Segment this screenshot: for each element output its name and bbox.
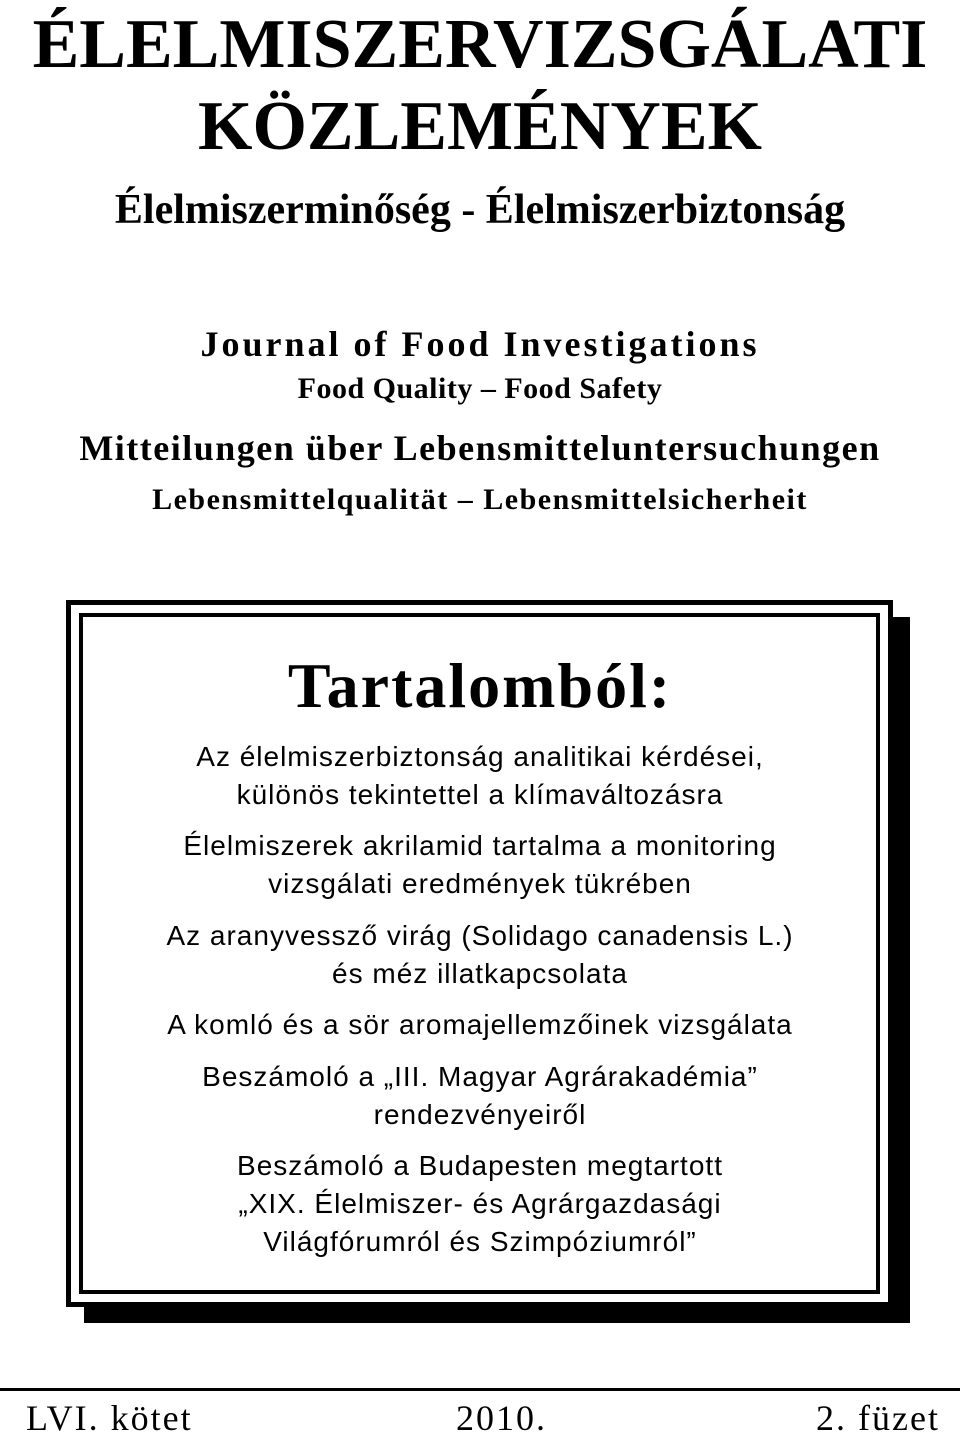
english-title: Journal of Food Investigations xyxy=(200,324,760,364)
german-title: Mitteilungen über Lebensmitteluntersuchungen xyxy=(79,428,881,468)
year-label: 2010. xyxy=(456,1398,547,1438)
article-line: „XIX. Élelmiszer- és Agrárgazdasági xyxy=(238,1188,722,1219)
article-line: vizsgálati eredmények tükrében xyxy=(268,868,692,899)
article-line: és méz illatkapcsolata xyxy=(332,958,628,989)
article-line: Beszámoló a Budapesten megtartott xyxy=(237,1150,723,1181)
article-title xyxy=(90,827,870,903)
article-title xyxy=(90,1006,870,1044)
article-title xyxy=(90,1147,870,1261)
article-line: A komló és a sör aromajellemzőinek vizsgálata xyxy=(167,1009,793,1040)
article-line: rendezvényeiről xyxy=(373,1099,587,1130)
article-title xyxy=(90,1058,870,1134)
journal-title-line1: ÉLELMISZERVIZSGÁLATI xyxy=(32,6,928,83)
issue-label: 2. füzet xyxy=(816,1398,940,1438)
journal-title-line2: KÖZLEMÉNYEK xyxy=(198,88,762,165)
english-subtitle: Food Quality – Food Safety xyxy=(297,372,663,405)
article-line: Világfórumról és Szimpóziumról” xyxy=(263,1226,697,1257)
german-subtitle: Lebensmittelqualität – Lebensmittelsicherheit xyxy=(152,483,808,516)
article-title xyxy=(90,917,870,993)
article-title xyxy=(90,738,870,814)
journal-subtitle: Élelmiszerminőség - Élelmiszerbiztonság xyxy=(114,187,846,233)
article-line: Beszámoló a „III. Magyar Agrárakadémia” xyxy=(202,1061,758,1092)
article-line: Az élelmiszerbiztonság analitikai kérdései, xyxy=(196,741,764,772)
article-line: különös tekintettel a klímaváltozásra xyxy=(236,779,724,810)
footer-divider xyxy=(0,1388,960,1391)
volume-label: LVI. kötet xyxy=(26,1398,193,1438)
contents-heading: Tartalomból: xyxy=(287,650,673,721)
article-line: Élelmiszerek akrilamid tartalma a monitoring xyxy=(183,830,777,861)
article-line: Az aranyvessző virág (Solidago canadensis L.) xyxy=(166,920,794,951)
